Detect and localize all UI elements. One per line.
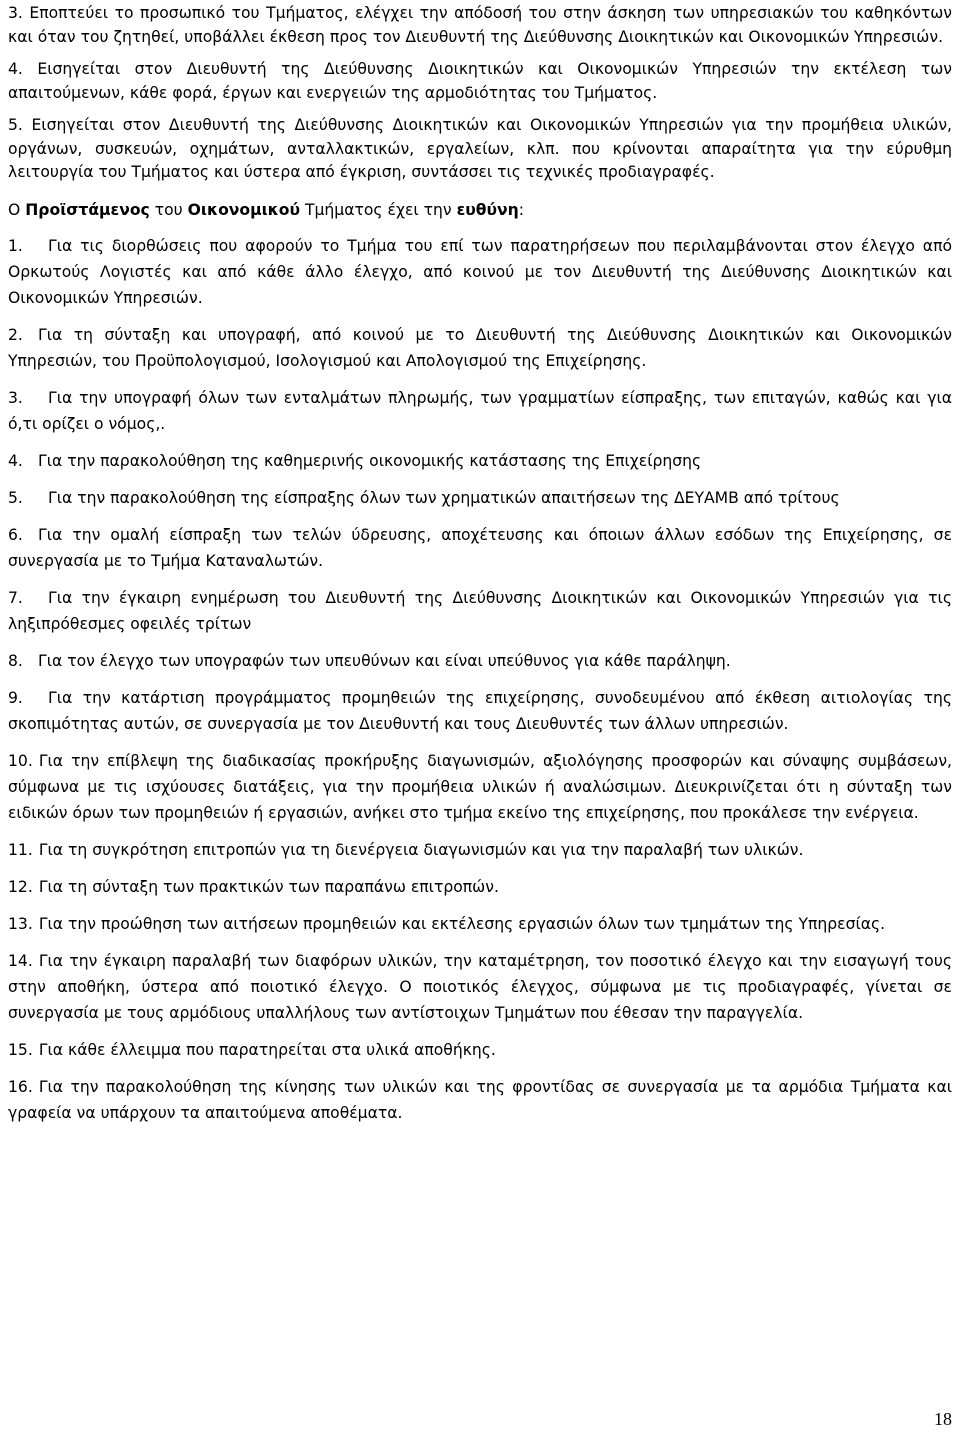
- duties-list: [8, 2, 952, 185]
- list-item: 11. Για τη συγκρότηση επιτροπών για τη διενέργεια διαγωνισμών και για την παραλαβή των υλικών.: [8, 840, 804, 859]
- list-item: 6. Για την ομαλή είσπραξη των τελών ύδρευσης, αποχέτευσης και όποιων άλλων εσόδων της Επιχείρησης, σε συνεργασία με το Τμήμα Καταναλωτών.: [8, 525, 952, 570]
- list-item: 10. Για την επίβλεψη της διαδικασίας προκήρυξης διαγωνισμών, αξιολόγησης προσφορών και σύναψης συμβάσεων, σύμφωνα με τις ισχύουσες διατάξεις, για την προμήθεια υλικών ή αναλώσιμων. Διευκρινίζεται ότι η σύνταξη των ειδικών όρων των προμηθειών ή εργασιών, ανήκει στο τμήμα εκείνο της επιχείρησης, που προκάλεσε την ενέργεια.: [8, 751, 952, 822]
- list-item: 14. Για την έγκαιρη παραλαβή των διαφόρων υλικών, την καταμέτρηση, τον ποσοτικό έλεγχο και την εισαγωγή τους στην αποθήκη, ύστερα από ποιοτικό έλεγχο. Ο ποιοτικός έλεγχος, σύμφωνα με τις προδιαγραφές, γίνεται σε συνεργασία με τους αρμόδιους υπαλλήλους των αντίστοιχων Τμημάτων που έθεσαν την παραγγελία.: [8, 951, 952, 1022]
- responsibilities-heading: Ο Προϊστάμενος του Οικονομικού Τμήματος έχει την ευθύνη:: [8, 200, 525, 219]
- list-item: 9. Για την κατάρτιση προγράμματος προμηθειών της επιχείρησης, συνοδευμένου από έκθεση αιτιολογίας της σκοπιμότητας αυτών, σε συνεργασία με τον Διευθυντή και τους Διευθυντές των άλλων υπηρεσιών.: [8, 688, 952, 733]
- list-item: 8. Για τον έλεγχο των υπογραφών των υπευθύνων και είναι υπεύθυνος για κάθε παράληψη.: [8, 651, 731, 670]
- list-item: 7. Για την έγκαιρη ενημέρωση του Διευθυντή της Διεύθυνσης Διοικητικών και Οικονομικών Υπηρεσιών για τις ληξιπρόθεσμες οφειλές τρίτων: [8, 588, 952, 633]
- list-item: 5. Για την παρακολούθηση της είσπραξης όλων των χρηματικών απαιτήσεων της ΔΕΥΑΜΒ από τρίτους: [8, 488, 840, 507]
- list-item: 13. Για την προώθηση των αιτήσεων προμηθειών και εκτέλεσης εργασιών όλων των τμημάτων της Υπηρεσίας.: [8, 914, 886, 933]
- paragraph-3: 3. Εποπτεύει το προσωπικό του Τμήματος, ελέγχει την απόδοσή του στην άσκηση των υπηρεσιακών του καθηκόντων και όταν του ζητηθεί, υποβάλλει έκθεση προς τον Διευθυντή της Διεύθυνσης Διοικητικών και Οικονομικών Υπηρεσιών.: [8, 4, 952, 46]
- list-item: 2. Για τη σύνταξη και υπογραφή, από κοινού με το Διευθυντή της Διεύθυνσης Διοικητικών και Οικονομικών Υπηρεσιών, του Προϋπολογισμού, Ισολογισμού και Απολογισμού της Επιχείρησης.: [8, 325, 952, 370]
- paragraph-5: 5. Εισηγείται στον Διευθυντή της Διεύθυνσης Διοικητικών και Οικονομικών Υπηρεσιών για την προμήθεια υλικών, οργάνων, συσκευών, οχημάτων, ανταλλακτικών, εργαλείων, κλπ. που κρίνονται απαραίτητα για την εύρυθμη λειτουργία του Τμήματος και ύστερα από έγκριση, συντάσσει τις τεχνικές προδιαγραφές.: [8, 116, 952, 181]
- paragraph-4: 4. Εισηγείται στον Διευθυντή της Διεύθυνσης Διοικητικών και Οικονομικών Υπηρεσιών την εκτέλεση των απαιτούμενων, κάθε φορά, έργων και ενεργειών της αρμοδιότητας του Τμήματος.: [8, 60, 952, 102]
- list-item: 1. Για τις διορθώσεις που αφορούν το Τμήμα του επί των παρατηρήσεων που περιλαμβάνονται στον έλεγχο από Ορκωτούς Λογιστές και από κάθε άλλο έλεγχο, από κοινού με τον Διευθυντή της Διεύθυνσης Διοικητικών και Οικονομικών Υπηρεσιών.: [8, 236, 952, 307]
- responsibilities-section: [8, 197, 952, 1126]
- list-item: 16. Για την παρακολούθηση της κίνησης των υλικών και της φροντίδας σε συνεργασία με τα αρμόδια Τμήματα και γραφεία να υπάρχουν τα απαιτούμενα αποθέματα.: [8, 1077, 952, 1122]
- page-number: 18: [934, 1409, 952, 1429]
- list-item: 12. Για τη σύνταξη των πρακτικών των παραπάνω επιτροπών.: [8, 877, 499, 896]
- list-item: 3. Για την υπογραφή όλων των ενταλμάτων πληρωμής, των γραμματίων είσπραξης, των επιταγών, καθώς και για ό,τι ορίζει ο νόμος,.: [8, 388, 952, 433]
- document-page: [8, 0, 952, 1126]
- list-item: 4. Για την παρακολούθηση της καθημερινής οικονομικής κατάστασης της Επιχείρησης: [8, 451, 702, 470]
- list-item: 15. Για κάθε έλλειμμα που παρατηρείται στα υλικά αποθήκης.: [8, 1040, 496, 1059]
